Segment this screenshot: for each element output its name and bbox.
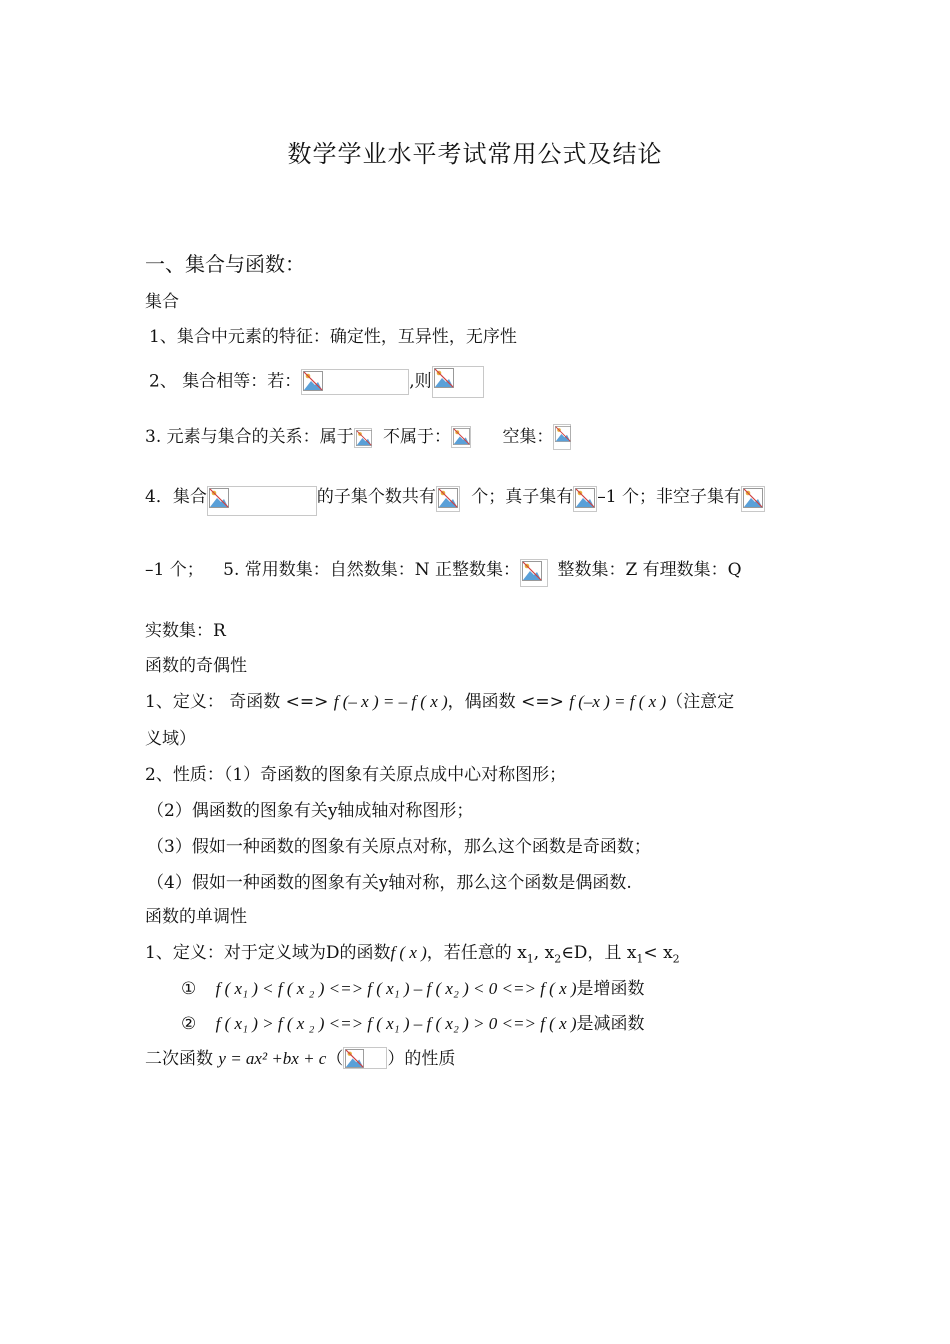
set-item-5 (145, 559, 742, 587)
set-item-3-text-a: 3. 元素与集合的关系：属于 (145, 427, 354, 447)
set-item-3-text-b: 不属于： (383, 427, 452, 447)
set-item-3 (145, 424, 571, 450)
subheading-set: 集合 (145, 292, 179, 312)
odd-function-formula: f (– x ) = – f ( x ) (333, 692, 448, 711)
function-fx: f ( x ) (390, 943, 427, 962)
page-title: 数学学业水平考试常用公式及结论 (287, 140, 663, 168)
parity-heading: 函数的奇偶性 (145, 656, 247, 676)
parity-def-text-b: ，偶函数 <=> (447, 692, 570, 712)
monotone-def-text-b: ，若任意的 x (426, 943, 527, 963)
decreasing-condition (181, 1013, 645, 1035)
even-function-formula: f (–x ) = f ( x ) (569, 692, 667, 711)
broken-image-icon (451, 426, 471, 448)
parity-def-text-a: 1、定义： 奇函数 <=> (145, 692, 334, 712)
broken-image-icon (354, 428, 372, 448)
set-item-4-text-a: 4．集合 (145, 487, 207, 507)
increasing-condition (181, 978, 645, 1000)
quadratic-open-paren: （ (326, 1049, 344, 1069)
monotone-heading: 函数的单调性 (145, 907, 247, 927)
quadratic-prefix: 二次函数 (145, 1049, 219, 1069)
broken-image-icon (573, 486, 597, 512)
increasing-formula: f ( x₁ ) < f ( x ₂ ) <=> f ( x₁ ) – f ( x₂ ) < 0 <=> (215, 979, 541, 998)
circled-number-1: ① (181, 979, 197, 999)
quadratic-close: ）的性质 (387, 1049, 456, 1069)
parity-def-text-c: （注意定 (666, 692, 735, 712)
set-item-3-text-c: 空集： (502, 427, 554, 447)
broken-image-icon (741, 486, 765, 512)
broken-image-icon (520, 559, 548, 587)
set-item-2-text-b: ,则 (409, 371, 432, 392)
function-fx: f ( x ) (540, 1014, 577, 1033)
set-item-5-text-b: 5. 常用数集：自然数集：N 正整数集： (223, 560, 521, 580)
set-item-4 (145, 486, 765, 516)
quadratic-formula: y = ax² +bx + c (218, 1049, 327, 1068)
broken-image-icon (432, 366, 484, 398)
set-item-5-real: 实数集：R (145, 621, 226, 641)
parity-property-1: 2、性质：（1）奇函数的图象有关原点成中心对称图形； (145, 765, 567, 785)
subscript-1: 1 (526, 952, 534, 966)
monotone-def-text-e: < x (643, 943, 673, 963)
parity-property-4: （4）假如一种函数的图象有关y轴对称，那么这个函数是偶函数. (147, 873, 632, 893)
decreasing-result: 是减函数 (576, 1014, 645, 1034)
parity-property-3: （3）假如一种函数的图象有关原点对称，那么这个函数是奇函数； (147, 837, 651, 857)
increasing-result: 是增函数 (576, 979, 645, 999)
section-heading: 一、集合与函数： (145, 252, 305, 276)
broken-image-icon (436, 486, 460, 512)
quadratic-line (145, 1047, 455, 1070)
set-item-4-text-d: –1 个；非空子集有 (597, 487, 741, 507)
monotone-def-text-d: ∈D，且 x (561, 943, 637, 963)
broken-image-icon (553, 424, 571, 450)
parity-definition-cont: 义域） (145, 729, 196, 749)
set-item-5-text-a: –1 个； (145, 560, 204, 580)
set-item-4-text-c: 个；真子集有 (471, 487, 574, 507)
subscript-1: 1 (636, 952, 644, 966)
broken-image-icon (301, 369, 409, 395)
subscript-2: 2 (672, 952, 680, 966)
parity-property-2: （2）偶函数的图象有关y轴成轴对称图形； (147, 801, 474, 821)
subscript-2: 2 (554, 952, 562, 966)
broken-image-icon (207, 486, 317, 516)
monotone-def-text-a: 1、定义：对于定义域为D的函数 (145, 943, 391, 963)
broken-image-icon (343, 1047, 387, 1069)
function-fx: f ( x ) (540, 979, 577, 998)
monotone-definition (145, 942, 680, 970)
set-item-5-text-c: 整数集：Z 有理数集：Q (557, 560, 742, 580)
set-item-2 (149, 366, 484, 398)
set-item-2-text-a: 2、 集合相等：若： (149, 371, 302, 392)
circled-number-2: ② (181, 1014, 197, 1034)
parity-definition (145, 691, 734, 713)
set-item-1: 1、集合中元素的特征：确定性，互异性，无序性 (149, 327, 517, 347)
monotone-def-text-c: , x (533, 943, 555, 963)
set-item-4-text-b: 的子集个数共有 (316, 487, 436, 507)
decreasing-formula: f ( x₁ ) > f ( x ₂ ) <=> f ( x₁ ) – f ( x₂ ) > 0 <=> (215, 1014, 541, 1033)
